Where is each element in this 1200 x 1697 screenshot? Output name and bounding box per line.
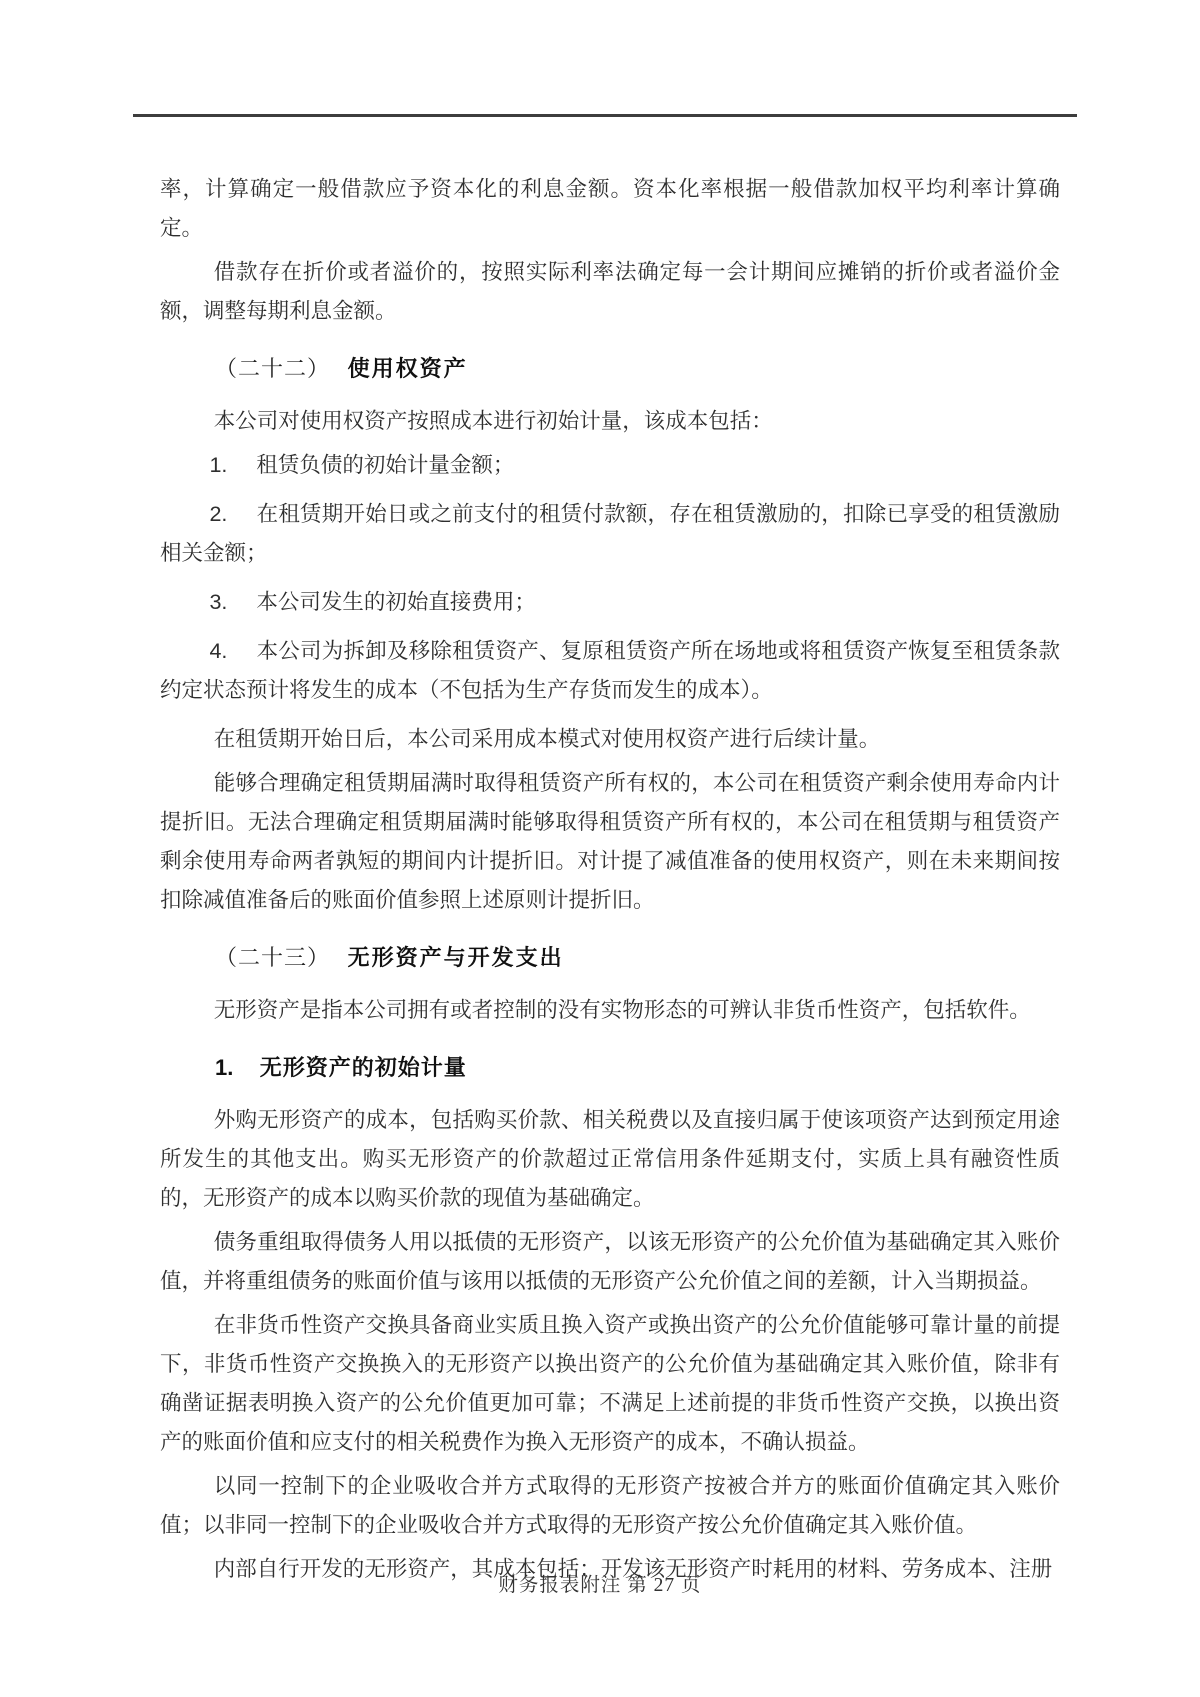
subsection-number: 1.	[215, 1055, 234, 1080]
section-number: （二十二）	[215, 356, 331, 381]
subsection-heading	[160, 1048, 1060, 1087]
paragraph: 能够合理确定租赁期届满时取得租赁资产所有权的，本公司在租赁资产剩余使用寿命内计提折旧。无法合理确定租赁期届满时能够取得租赁资产所有权的，本公司在租赁期与租赁资产剩余使用寿命两者孰短的期间内计提折旧。对计提了减值准备的使用权资产，则在未来期间按扣除减值准备后的账面价值参照上述原则计提折旧。	[160, 771, 1060, 912]
paragraph: 无形资产是指本公司拥有或者控制的没有实物形态的可辨认非货币性资产，包括软件。	[213, 998, 1031, 1022]
paragraph: 在非货币性资产交换具备商业实质且换入资产或换出资产的公允价值能够可靠计量的前提下，非货币性资产交换换入的无形资产以换出资产的公允价值为基础确定其入账价值，除非有确凿证据表明换入资产的公允价值更加可靠；不满足上述前提的非货币性资产交换，以换出资产的账面价值和应支付的相关税费作为换入无形资产的成本，不确认损益。	[160, 1313, 1060, 1454]
subsection-title: 无形资产的初始计量	[259, 1055, 467, 1080]
paragraph: 债务重组取得债务人用以抵债的无形资产，以该无形资产的公允价值为基础确定其入账价值，并将重组债务的账面价值与该用以抵债的无形资产公允价值之间的差额，计入当期损益。	[160, 1230, 1060, 1293]
paragraph: 本公司对使用权资产按照成本进行初始计量，该成本包括：	[213, 409, 773, 433]
section-title: 无形资产与开发支出	[347, 945, 564, 970]
header-rule	[133, 114, 1077, 117]
paragraph: 以同一控制下的企业吸收合并方式取得的无形资产按被合并方的账面价值确定其入账价值；以非同一控制下的企业吸收合并方式取得的无形资产按公允价值确定其入账价值。	[160, 1474, 1060, 1537]
paragraph: 在租赁期开始日后，本公司采用成本模式对使用权资产进行后续计量。	[213, 727, 881, 751]
paragraph: 借款存在折价或者溢价的，按照实际利率法确定每一会计期间应摊销的折价或者溢价金额，调整每期利息金额。	[160, 260, 1060, 323]
list-item-text: 本公司发生的初始直接费用；	[256, 590, 536, 614]
section-heading	[160, 938, 1060, 977]
paragraph: 内部自行开发的无形资产，其成本包括：开发该无形资产时耗用的材料、劳务成本、注册	[213, 1557, 1053, 1581]
list-item-text: 在租赁期开始日或之前支付的租赁付款额，存在租赁激励的，扣除已享受的租赁激励相关金额；	[160, 502, 1060, 565]
list-item	[160, 632, 1060, 710]
paragraph: 外购无形资产的成本，包括购买价款、相关税费以及直接归属于使该项资产达到预定用途所发生的其他支出。购买无形资产的价款超过正常信用条件延期支付，实质上具有融资性质的，无形资产的成本以购买价款的现值为基础确定。	[160, 1108, 1060, 1210]
list-item-number: 3.	[209, 590, 228, 614]
section-number: （二十三）	[215, 945, 331, 970]
page-content	[160, 170, 1060, 1594]
page-footer: 财务报表附注 第 27 页	[498, 1575, 702, 1596]
section-title: 使用权资产	[347, 356, 468, 381]
list-item-text: 本公司为拆卸及移除租赁资产、复原租赁资产所在场地或将租赁资产恢复至租赁条款约定状态预计将发生的成本（不包括为生产存货而发生的成本）。	[160, 639, 1060, 702]
list-item	[160, 446, 1060, 485]
list-item-number: 2.	[209, 502, 228, 526]
list-item	[160, 583, 1060, 622]
list-item-number: 4.	[209, 639, 228, 663]
section-heading	[160, 349, 1060, 388]
list-item	[160, 495, 1060, 573]
list-item-number: 1.	[209, 453, 228, 477]
paragraph: 率，计算确定一般借款应予资本化的利息金额。资本化率根据一般借款加权平均利率计算确定。	[160, 177, 1060, 240]
list-item-text: 租赁负债的初始计量金额；	[256, 453, 515, 477]
